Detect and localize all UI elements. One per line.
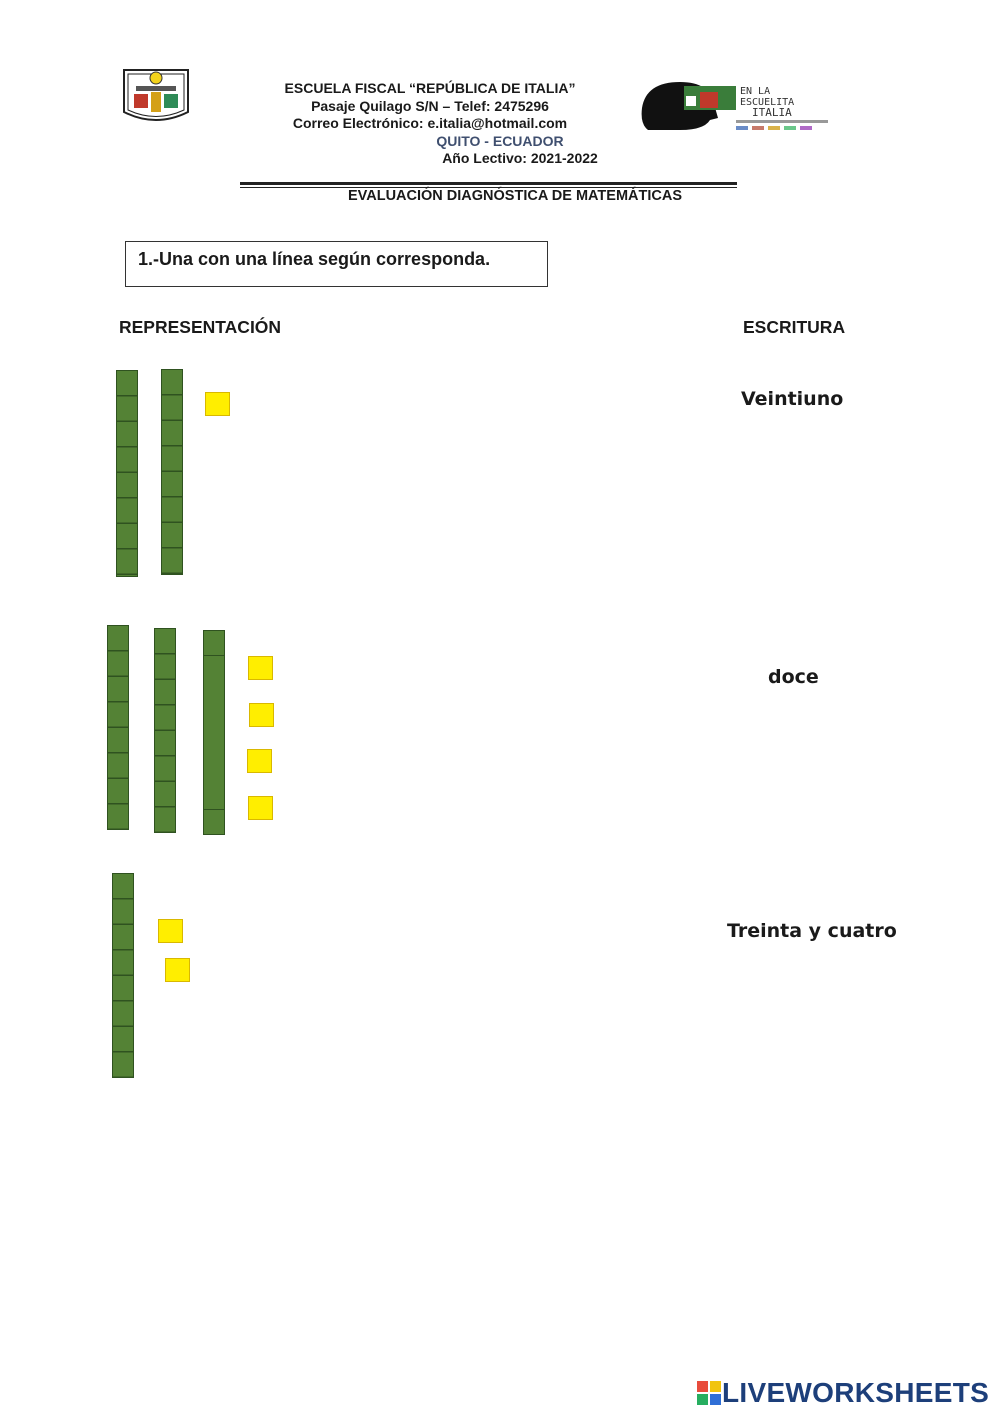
title-rule-thick <box>240 182 737 185</box>
unit-cube <box>158 919 183 943</box>
liveworksheets-brand[interactable]: LIVEWORKSHEETS <box>722 1377 990 1408</box>
unit-cube <box>248 656 273 680</box>
unit-cube <box>205 392 230 416</box>
word-option[interactable]: Treinta y cuatro <box>727 920 897 942</box>
unit-cube <box>249 703 274 727</box>
school-header <box>230 80 630 168</box>
ten-rod <box>161 369 183 575</box>
instruction-text: 1.-Una con una línea según corresponda. <box>138 249 491 269</box>
logo-line-3: ITALIA <box>752 106 792 119</box>
unit-cube <box>247 749 272 773</box>
school-email: Correo Electrónico: e.italia@hotmail.com <box>292 115 568 131</box>
school-address: Pasaje Quilago S/N – Telef: 2475296 <box>311 97 549 114</box>
escuelita-italia-logo <box>640 78 832 134</box>
school-crest-logo <box>120 62 192 126</box>
column-representation: REPRESENTACIÓN <box>119 317 282 337</box>
column-writing: ESCRITURA <box>743 317 846 337</box>
ten-rod <box>154 628 176 833</box>
word-option[interactable]: doce <box>768 666 819 688</box>
school-city: QUITO - ECUADOR <box>436 132 564 149</box>
logo-line-2: ESCUELITA <box>740 97 795 108</box>
liveworksheets-icon <box>697 1381 721 1405</box>
ten-rod <box>203 630 225 835</box>
logo-line-1: EN LA <box>740 86 771 97</box>
ten-rod <box>116 370 138 577</box>
evaluation-title: EVALUACIÓN DIAGNÓSTICA DE MATEMÁTICAS <box>347 188 683 204</box>
school-name: ESCUELA FISCAL “REPÚBLICA DE ITALIA” <box>284 80 576 96</box>
ten-rod <box>112 873 134 1078</box>
word-option[interactable]: Veintiuno <box>741 388 844 410</box>
unit-cube <box>248 796 273 820</box>
ten-rod <box>107 625 129 830</box>
unit-cube <box>165 958 190 982</box>
school-year: Año Lectivo: 2021-2022 <box>442 150 598 166</box>
